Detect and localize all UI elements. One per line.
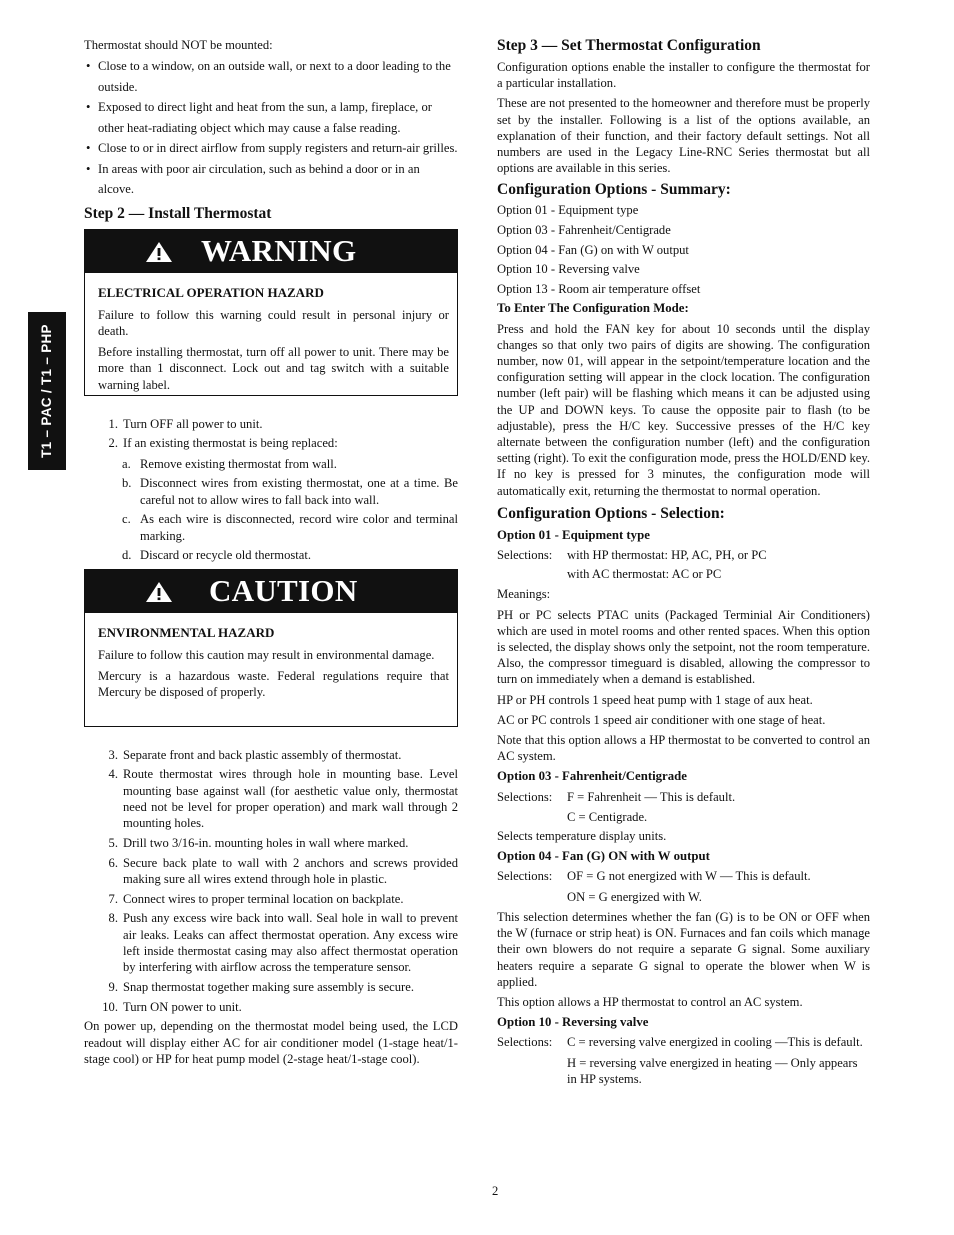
list-item: a. Remove existing thermostat from wall.	[122, 456, 337, 471]
warning-text-1: Failure to follow this warning could result in personal injury or death.	[98, 307, 449, 338]
meanings-label: Meanings:	[497, 587, 551, 602]
caution-hazard-label: ENVIRONMENTAL HAZARD	[98, 624, 275, 640]
option10-selection-2: H = reversing valve energized in heating — Only appears in HP systems.	[567, 1055, 858, 1086]
enter-config-text: Press and hold the FAN key for about 10 seconds until the display changes so that only two pairs of digits are showing. The configuration number, now 01, will appear in the setpoint/temperature location and the configuration setting will appear in the clock location. The configuration number (left pair) will be flashing which means it can be adjusted using the UP and DOWN keys. To cause the opposite pair to flash (to be adjustable), press the H/C key. Successive presses of the H/C key alternate between the configuration number (left) and the configuration setting (right). To exit the configuration mode, press the HOLD/END key. If no key is pressed for 3 minutes, the configuration mode will automatically exit, returning the thermostat to normal operation.	[497, 321, 870, 498]
list-item: 6. Secure back plate to wall with 2 anchors and screws provided making sure all wires extend through hole in plastic.	[108, 855, 458, 886]
option04-title: Option 04 - Fan (G) ON with W output	[497, 849, 710, 864]
page-number: 2	[492, 1184, 499, 1198]
selection-heading: Configuration Options - Selection:	[497, 504, 725, 522]
install-steps-a	[84, 416, 458, 564]
list-item: Option 03 - Fahrenheit/Centigrade	[497, 223, 671, 238]
list-item: 4. Route thermostat wires through hole in mounting base. Level mounting base against wall (for aesthetic value only, thermostat need not be level for proper operation) and mark wall through 2 mounting holes.	[108, 767, 458, 830]
warning-title: WARNING	[201, 232, 357, 268]
bullet-icon: •	[86, 161, 91, 176]
left-column	[84, 36, 458, 1067]
option04-selection-2: ON = G energized with W.	[567, 889, 702, 904]
caution-text-2: Mercury is a hazardous waste. Federal regulations require that Mercury be disposed of properly.	[98, 668, 449, 700]
side-tab-label: T1 – PAC / T1 – PHP	[38, 324, 54, 458]
mounting-bullet-list	[84, 56, 458, 200]
warning-header	[85, 230, 457, 273]
warning-text-2: Before installing thermostat, turn off all power to unit. There may be more than 1 disconnect. Lock out and tag switch with a suitable warning label.	[98, 345, 449, 392]
summary-list	[497, 201, 870, 299]
caution-title: CAUTION	[209, 572, 358, 608]
option03-selections: Selections: F = Fahrenheit — This is default.	[497, 789, 736, 804]
warning-box	[84, 229, 458, 396]
option04-description-1: This selection determines whether the fan (G) is to be ON or OFF when the W (furnace or strip heat) is ON. Furnaces and fan coils which manage their own blowers do not require a separate G signal. Some auxiliary heaters require a separate G signal to operate the blower when W is applied.	[497, 909, 870, 989]
step2-heading: Step 2 — Install Thermostat	[84, 204, 272, 222]
install-steps-b	[84, 747, 458, 1015]
list-item: Option 10 - Reversing valve	[497, 262, 640, 277]
option01-selection-2: with AC thermostat: AC or PC	[567, 567, 722, 582]
option01-note: Note that this option allows a HP thermostat to be converted to control an AC system.	[497, 733, 870, 764]
list-item: 10. Turn ON power to unit.	[102, 999, 242, 1014]
list-item: 5. Drill two 3/16-in. mounting holes in wall where marked.	[108, 835, 409, 850]
list-item: Option 13 - Room air temperature offset	[497, 281, 701, 296]
list-item: • Exposed to direct light and heat from the sun, a lamp, fireplace, or other heat-radiating object which may cause a false reading.	[84, 97, 458, 138]
list-item: 2. If an existing thermostat is being replaced: a. Remove existing thermostat from wall. b. Disconnect wires from existing thermostat, one at a time. Be careful not to allow wires to fall back into wall. c. As each wire is disconnected, record wire color and terminal marking. d. Discard or recycle old thermostat.	[84, 435, 458, 563]
list-item: 8. Push any excess wire back into wall. Seal hole in wall to prevent air leaks. Leaks can affect thermostat operation. Any excess wire left inside thermostat casing may also affect thermostat operation by interfering with airflow across the temperature sensor.	[108, 911, 458, 974]
option03-title: Option 03 - Fahrenheit/Centigrade	[497, 769, 687, 784]
warning-hazard-label: ELECTRICAL OPERATION HAZARD	[98, 284, 324, 300]
side-tab	[28, 312, 66, 470]
bullet-icon: •	[86, 141, 91, 155]
list-item: d. Discard or recycle old thermostat.	[122, 548, 311, 563]
config-intro-2: These are not presented to the homeowner and therefore must be properly set by the installer. Following is a list of the options available, an explanation of their function, and their factory default settings. Not all numbers are used in the Legacy Line-RNC Series thermostat but all options are available in this series.	[497, 96, 870, 176]
summary-heading: Configuration Options - Summary:	[497, 181, 731, 199]
enter-config-heading: To Enter The Configuration Mode:	[497, 301, 689, 316]
list-item: • Close to or in direct airflow from supply registers and return-air grilles.	[84, 138, 458, 159]
power-up-text: On power up, depending on the thermostat model being used, the LCD readout will display either AC for air conditioner model (1-stage heat/1-stage cool) or HP for heat pump model (2-stage heat/1-stage cool).	[84, 1019, 458, 1066]
list-item: b. Disconnect wires from existing thermostat, one at a time. Be careful not to allow wires to fall back into wall.	[122, 476, 458, 507]
step3-heading: Step 3 — Set Thermostat Configuration	[497, 37, 761, 54]
list-item: Option 01 - Equipment type	[497, 203, 639, 218]
list-item: • In areas with poor air circulation, such as behind a door or in an alcove.	[84, 159, 458, 200]
option03-description: Selects temperature display units.	[497, 829, 667, 844]
caution-text-1: Failure to follow this caution may result in environmental damage.	[98, 647, 435, 662]
option01-meaning-2: HP or PH controls 1 speed heat pump with 1 stage of aux heat.	[497, 692, 813, 707]
caution-header	[85, 570, 457, 613]
list-item: 9. Snap thermostat together making sure assembly is secure.	[108, 979, 414, 994]
mounting-intro: Thermostat should NOT be mounted:	[84, 38, 273, 52]
list-item: 3. Separate front and back plastic assembly of thermostat.	[108, 747, 402, 762]
option01-selections: Selections: with HP thermostat: HP, AC, PH, or PC	[497, 548, 767, 563]
option01-meaning-1: PH or PC selects PTAC units (Packaged Terminial Air Conditioners) which are used in motel rooms and other rented spaces. When this option is selected, the display shows only the setpoint, not the room temperature. Also, the compressor timeguard is disabled, allowing the compressor to turn on immediately when a demand is established.	[497, 607, 870, 687]
right-column	[497, 36, 870, 1087]
warning-triangle-icon	[145, 241, 173, 263]
bullet-icon: •	[86, 100, 91, 114]
option01-meaning-3: AC or PC controls 1 speed air conditioner with one stage of heat.	[497, 712, 826, 727]
list-item: 7. Connect wires to proper terminal location on backplate.	[108, 891, 404, 906]
caution-box	[84, 569, 458, 727]
option04-description-2: This option allows a HP thermostat to control an AC system.	[497, 994, 803, 1009]
list-item: Option 04 - Fan (G) on with W output	[497, 242, 689, 257]
option01-title: Option 01 - Equipment type	[497, 527, 650, 542]
config-intro-1: Configuration options enable the installer to configure the thermostat for a particular installation.	[497, 60, 870, 91]
list-item: • Close to a window, on an outside wall, or next to a door leading to the outside.	[84, 56, 458, 97]
substeps-list	[84, 456, 458, 564]
bullet-icon: •	[86, 59, 91, 73]
caution-triangle-icon	[145, 581, 173, 603]
option03-selection-2: C = Centigrade.	[567, 809, 648, 824]
option10-title: Option 10 - Reversing valve	[497, 1015, 649, 1030]
list-item: 1. Turn OFF all power to unit.	[108, 416, 263, 431]
option10-selections: Selections: C = reversing valve energized in cooling —This is default.	[497, 1035, 863, 1050]
option04-selections: Selections: OF = G not energized with W — This is default.	[497, 869, 811, 884]
list-item: c. As each wire is disconnected, record wire color and terminal marking.	[122, 512, 458, 543]
